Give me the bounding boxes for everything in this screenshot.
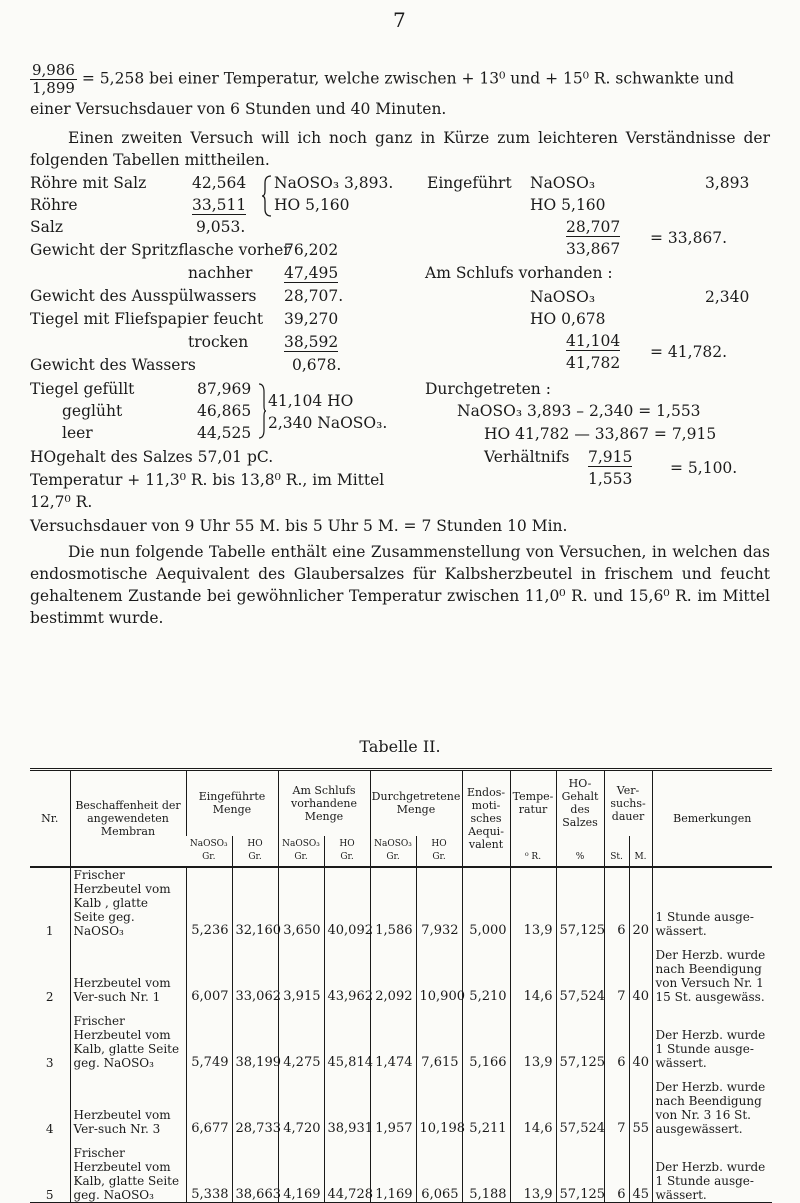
salz-value: 9,053.: [196, 218, 246, 236]
gegluet-label: geglüht: [62, 402, 123, 420]
versuchsdauer: Versuchsdauer von 9 Uhr 55 M. bis 5 Uhr 5 M. = 7 Stunden 10 Min.: [30, 517, 568, 535]
brace-ho: HO 5,160: [274, 196, 350, 214]
brace-naoso3: NaOSO₃ 3,893.: [274, 174, 394, 192]
nachher-label: nachher: [188, 264, 253, 282]
schluss-naoso3: NaOSO₃: [530, 288, 596, 306]
durch-ho: HO 41,782 — 33,867 = 7,915: [484, 425, 717, 443]
wasser-value: 0,678.: [292, 356, 342, 374]
schluss-ho: HO 0,678: [530, 310, 606, 328]
intro-line-1: $\frac{9,986}{1,899}$ = 5,258 bei einer Temperatur, welche zwischen + 13⁰ und + 15⁰ R. schwankte und: [32, 61, 735, 97]
naoso3-result: 2,340 NaOSO₃.: [268, 414, 388, 432]
schluss-naoso3-value: 2,340: [705, 288, 750, 306]
header-membran: Beschaffenheit der angewendeten Membran: [70, 770, 186, 867]
table-row: 5 Frischer Herzbeutel vom Kalb, glatte Seite geg. NaOSO₃ 5,338 38,663 4,169 44,728 1,169 6,065 5,188 13,9 57,125 6 45 Der Herzb. wurde 1 Stunde ausge-wässert.: [30, 1136, 772, 1203]
gefuellt-value: 87,969: [197, 380, 252, 398]
wasser-label: Gewicht des Wassers: [30, 356, 196, 374]
header-dauer-m: M.: [629, 836, 652, 867]
header-temp-unit: ⁰ R.: [510, 836, 556, 867]
eingef-naoso3-value: 3,893: [705, 174, 750, 192]
tiegel-feucht-value: 39,270: [284, 310, 339, 328]
intro-line-2: einer Versuchsdauer von 6 Stunden und 40 Minuten.: [30, 100, 447, 118]
sum-1: 28,707: [566, 218, 621, 236]
header-bemerk: Bemerkungen: [652, 770, 772, 867]
trocken-label: trocken: [188, 333, 249, 351]
hogehalt: HOgehalt des Salzes 57,01 pC.: [30, 448, 274, 466]
ho-result: 41,104 HO: [268, 392, 354, 410]
trocken-value: 38,592: [284, 333, 339, 351]
brace-icon: [262, 175, 272, 217]
schluss-label: Am Schlufs vorhanden :: [425, 264, 613, 282]
gefuellt-label: Tiegel gefüllt: [30, 380, 135, 398]
sum-result: = 33,867.: [650, 229, 728, 247]
header-sub: HO Gr.: [324, 836, 370, 867]
durch-label: Durchgetreten :: [425, 380, 551, 398]
gegluet-value: 46,865: [197, 402, 252, 420]
ausspuel-value: 28,707.: [284, 287, 344, 305]
header-schluss: Am Schlufs vorhandene Menge: [278, 770, 370, 836]
page-number: 7: [393, 8, 406, 32]
verh-den: 1,553: [588, 470, 633, 488]
roehre-salz-value: 42,564: [192, 174, 247, 192]
table-caption: Tabelle II.: [359, 737, 441, 756]
verh-label: Verhältnifs: [484, 448, 570, 466]
verh-result: = 5,100.: [670, 459, 738, 477]
table-row: 4 Herzbeutel vom Ver-such Nr. 3 6,677 28,733 4,720 38,931 1,957 10,198 5,211 14,6 57,524 7 55 Der Herzb. wurde nach Beendigung von Nr. 3 16 St. ausgewässert.: [30, 1070, 772, 1136]
spritz-nachher: 47,495: [284, 264, 339, 282]
header-nr: Nr.: [30, 770, 70, 867]
header-temp: Tempe-ratur: [510, 770, 556, 836]
header-hogehalt: HO-Gehalt des Salzes: [556, 770, 604, 836]
sum-2: 33,867: [566, 240, 621, 258]
table-row: 1 Frischer Herzbeutel vom Kalb , glatte Seite geg. NaOSO₃ 5,236 32,160 3,650 40,092 1,586 7,932 5,000 13,9 57,125 6 20 1 Stunde ausge-wässert.: [30, 867, 772, 938]
header-endos: Endos-moti-sches Aequi-valent: [462, 770, 510, 867]
intro-paragraph: Einen zweiten Versuch will ich noch ganz in Kürze zum leichteren Verständnisse der folgenden Tabellen mittheilen.: [30, 129, 770, 169]
header-sub: HO Gr.: [416, 836, 462, 867]
temperatur: Temperatur + 11,3⁰ R. bis 13,8⁰ R., im Mittel: [30, 471, 385, 489]
sum-3: 41,104: [566, 332, 621, 350]
header-sub: NaOSO₃ Gr.: [278, 836, 324, 867]
salz-label: Salz: [30, 218, 63, 236]
leer-label: leer: [62, 424, 93, 442]
eingef-ho: HO 5,160: [530, 196, 606, 214]
temperatur-mittel: 12,7⁰ R.: [30, 493, 93, 511]
roehre-value: 33,511: [192, 196, 247, 214]
sum-4: 41,782: [566, 354, 621, 372]
verh-num: 7,915: [588, 448, 633, 466]
table-intro-paragraph: Die nun folgende Tabelle enthält eine Zusammenstellung von Versuchen, in welchen das endosmotische Aequivalent des Glaubersalzes für Kalbsherzbeutel in frischem und feucht gehaltenem Zustande bei gewöhnlicher Temperatur zwischen 11,0⁰ R. und 15,6⁰ R. im Mittel bestimmt wurde.: [30, 543, 770, 627]
intro-fraction: $\frac{9,986}{1,899}$: [32, 61, 75, 97]
header-sub: NaOSO₃ Gr.: [189, 838, 228, 862]
spritz-label: Gewicht der Spritzflasche vorher: [30, 241, 291, 259]
data-table: [30, 768, 772, 1203]
bracket-icon: [258, 382, 266, 440]
roehre-salz-label: Röhre mit Salz: [30, 174, 147, 192]
header-sub: NaOSO₃ Gr.: [370, 836, 416, 867]
header-hogehalt-unit: %: [556, 836, 604, 867]
header-durch: Durchgetretene Menge: [370, 770, 462, 836]
tiegel-feucht-label: Tiegel mit Fliefspapier feucht: [30, 310, 264, 328]
spritz-vorher: 76,202: [284, 241, 339, 259]
table-row: 3 Frischer Herzbeutel vom Kalb, glatte Seite geg. NaOSO₃ 5,749 38,199 4,275 45,814 1,474 7,615 5,166 13,9 57,125 6 40 Der Herzb. wurde 1 Stunde ausge-wässert.: [30, 1004, 772, 1070]
sum2-result: = 41,782.: [650, 343, 728, 361]
leer-value: 44,525: [197, 424, 252, 442]
ausspuel-label: Gewicht des Ausspülwassers: [30, 287, 257, 305]
header-eingef: Eingeführte Menge: [186, 770, 278, 836]
roehre-label: Röhre: [30, 196, 78, 214]
eingef-naoso3: NaOSO₃: [530, 174, 596, 192]
eingef-label: Eingeführt: [427, 174, 512, 192]
header-dauer-st: St.: [604, 836, 629, 867]
table-row: 2 Herzbeutel vom Ver-such Nr. 1 6,007 33,062 3,915 43,962 2,092 10,900 5,210 14,6 57,524 7 40 Der Herzb. wurde nach Beendigung von Versuch Nr. 1 15 St. ausgewäss.: [30, 938, 772, 1004]
header-dauer: Ver-suchs-dauer: [604, 770, 652, 836]
durch-naoso3: NaOSO₃ 3,893 – 2,340 = 1,553: [457, 402, 701, 420]
header-sub: HO Gr.: [232, 836, 278, 867]
